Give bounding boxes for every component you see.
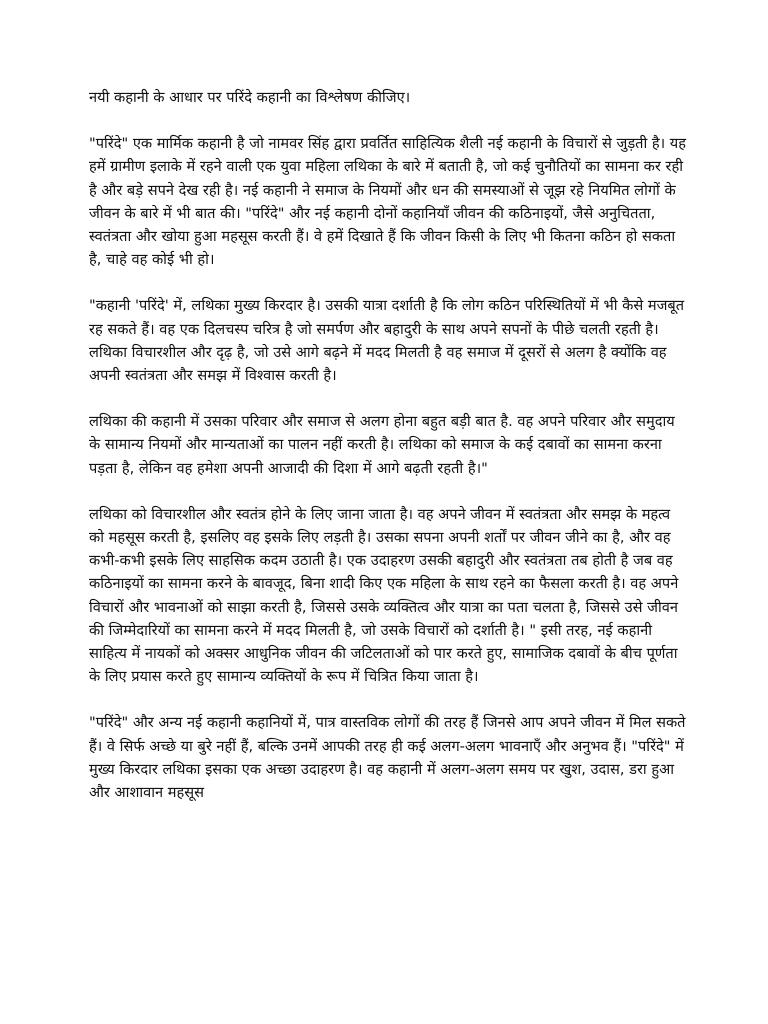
paragraph: "परिंदे" और अन्य नई कहानी कहानियों में, पात्र वास्तविक लोगों की तरह हैं जिनसे आप अपने जीवन में मिल सकते हैं। वे सिर्फ अच्छे या बुरे नहीं हैं, बल्कि उनमें आपकी तरह ही कई अलग-अलग भावनाएँ और अनुभव हैं। "परिंदे" में मुख्य किरदार लथिका इसका एक अच्छा उदाहरण है। वह कहानी में अलग-अलग समय पर खुश, उदास, डरा हुआ और आशावान महसूस <box>89 714 686 802</box>
document-body <box>89 86 689 827</box>
document-title: नयी कहानी के आधार पर परिंदे कहानी का विश्लेषण कीजिए। <box>89 89 411 106</box>
paragraph: लथिका को विचारशील और स्वतंत्र होने के लिए जाना जाता है। वह अपने जीवन में स्वतंत्रता और समझ के महत्व को महसूस करती है, इसलिए वह इसके लिए लड़ती है। उसका सपना अपनी शर्तों पर जीवन जीने का है, और वह कभी-कभी इसके लिए साहसिक कदम उठाती है। एक उदाहरण उसकी बहादुरी और स्वतंत्रता तब होती है जब वह कठिनाइयों का सामना करने के बावजूद, बिना शादी किए एक महिला के साथ रहने का फैसला करती है। वह अपने विचारों और भावनाओं को साझा करती है, जिससे उसके व्यक्तित्व और यात्रा का पता चलता है, जिससे उसे जीवन की जिम्मेदारियों का सामना करने में मदद मिलती है, जो उसके विचारों को दर्शाती है। " इसी तरह, नई कहानी साहित्य में नायकों को अक्सर आधुनिक जीवन की जटिलताओं को पार करते हुए, सामाजिक दबावों के बीच पूर्णता के लिए प्रयास करते हुए सामान्य व्यक्तियों के रूप में चित्रित किया जाता है। <box>89 505 679 686</box>
paragraph: लथिका की कहानी में उसका परिवार और समाज से अलग होना बहुत बड़ी बात है. वह अपने परिवार और समुदाय के सामान्य नियमों और मान्यताओं का पालन नहीं करती है। लथिका को समाज के कई दबावों का सामना करना पड़ता है, लेकिन वह हमेशा अपनी आजादी की दिशा में आगे बढ़ती रहती है।" <box>89 413 675 477</box>
paragraph: "परिंदे" एक मार्मिक कहानी है जो नामवर सिंह द्वारा प्रवर्तित साहित्यिक शैली नई कहानी के विचारों से जुड़ती है। यह हमें ग्रामीण इलाके में रहने वाली एक युवा महिला लथिका के बारे में बताती है, जो कई चुनौतियों का सामना कर रही है और बड़े सपने देख रही है। नई कहानी ने समाज के नियमों और धन की समस्याओं से जूझ रहे नियमित लोगों के जीवन के बारे में भी बात की। "परिंदे" और नई कहानी दोनों कहानियाँ जीवन की कठिनाइयों, जैसे अनुचितता, स्वतंत्रता और खोया हुआ महसूस करती हैं। वे हमें दिखाते हैं कि जीवन किसी के लिए भी कितना कठिन हो सकता है, चाहे वह कोई भी हो। <box>89 135 686 269</box>
paragraph: "कहानी 'परिंदे' में, लथिका मुख्य किरदार है। उसकी यात्रा दर्शाती है कि लोग कठिन परिस्थितियों में भी कैसे मजबूत रह सकते हैं। वह एक दिलचस्प चरित्र है जो समर्पण और बहादुरी के साथ अपने सपनों के पीछे चलती रहती है। लथिका विचारशील और दृढ़ है, जो उसे आगे बढ़ने में मदद मिलती है वह समाज में दूसरों से अलग है क्योंकि वह अपनी स्वतंत्रता और समझ में विश्वास करती है। <box>89 297 685 385</box>
